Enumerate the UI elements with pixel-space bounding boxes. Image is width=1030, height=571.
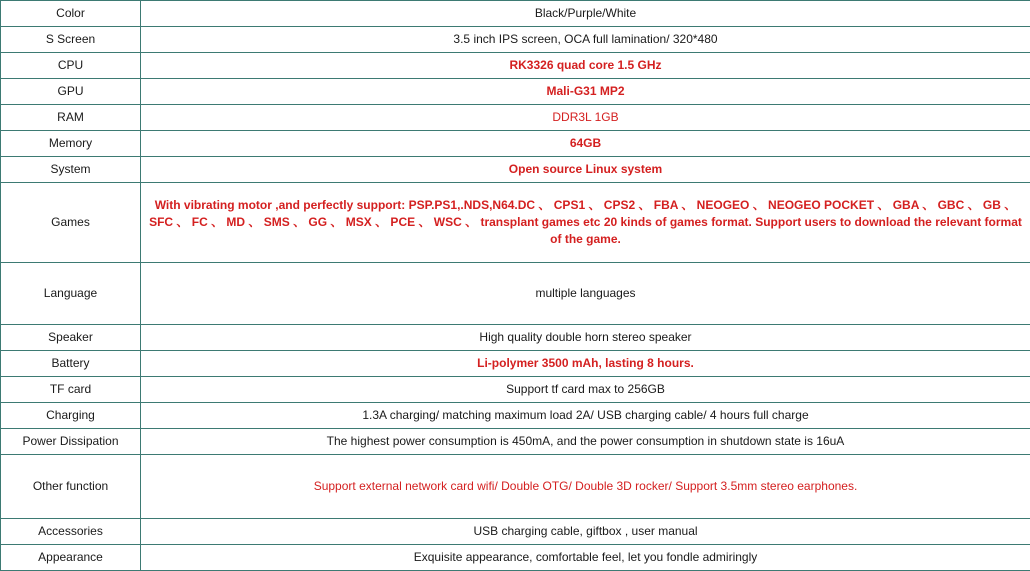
spec-label-system: System xyxy=(1,157,141,183)
spec-row-games xyxy=(1,183,1030,263)
spec-label-appearance: Appearance xyxy=(1,545,141,571)
spec-value-power-dissipation: The highest power consumption is 450mA, and the power consumption in shutdown state is 16uA xyxy=(141,429,1030,455)
spec-label-other-function: Other function xyxy=(1,455,141,519)
spec-label-speaker: Speaker xyxy=(1,325,141,351)
spec-value-system: Open source Linux system xyxy=(141,157,1030,183)
spec-row-accessories xyxy=(1,519,1030,545)
spec-label-screen: S Screen xyxy=(1,27,141,53)
spec-label-language: Language xyxy=(1,263,141,325)
spec-label-charging: Charging xyxy=(1,403,141,429)
spec-label-cpu: CPU xyxy=(1,53,141,79)
spec-value-other-function: Support external network card wifi/ Double OTG/ Double 3D rocker/ Support 3.5mm stereo earphones. xyxy=(141,455,1030,519)
spec-row-tf-card xyxy=(1,377,1030,403)
spec-row-cpu xyxy=(1,53,1030,79)
spec-value-charging: 1.3A charging/ matching maximum load 2A/ USB charging cable/ 4 hours full charge xyxy=(141,403,1030,429)
spec-value-games: With vibrating motor ,and perfectly support: PSP.PS1,.NDS,N64.DC 、 CPS1 、 CPS2 、 FBA 、 NEOGEO 、 NEOGEO POCKET 、 GBA 、 GBC 、 GB 、 SFC 、 FC 、 MD 、 SMS 、 GG 、 MSX 、 PCE 、 WSC 、 transplant games etc 20 kinds of games format. Support users to download the relevant format of the game. xyxy=(141,183,1030,263)
spec-row-ram xyxy=(1,105,1030,131)
spec-value-speaker: High quality double horn stereo speaker xyxy=(141,325,1030,351)
spec-value-ram: DDR3L 1GB xyxy=(141,105,1030,131)
spec-value-color: Black/Purple/White xyxy=(141,1,1030,27)
spec-label-power-dissipation: Power Dissipation xyxy=(1,429,141,455)
spec-row-language xyxy=(1,263,1030,325)
spec-label-accessories: Accessories xyxy=(1,519,141,545)
spec-value-screen: 3.5 inch IPS screen, OCA full lamination/ 320*480 xyxy=(141,27,1030,53)
spec-row-memory xyxy=(1,131,1030,157)
spec-value-accessories: USB charging cable, giftbox , user manual xyxy=(141,519,1030,545)
spec-row-charging xyxy=(1,403,1030,429)
spec-row-screen xyxy=(1,27,1030,53)
spec-row-other-function xyxy=(1,455,1030,519)
spec-value-appearance: Exquisite appearance, comfortable feel, let you fondle admiringly xyxy=(141,545,1030,571)
spec-value-memory: 64GB xyxy=(141,131,1030,157)
spec-label-ram: RAM xyxy=(1,105,141,131)
spec-row-system xyxy=(1,157,1030,183)
spec-row-power-dissipation xyxy=(1,429,1030,455)
spec-value-cpu: RK3326 quad core 1.5 GHz xyxy=(141,53,1030,79)
spec-table-body xyxy=(1,1,1030,571)
spec-row-gpu xyxy=(1,79,1030,105)
spec-label-gpu: GPU xyxy=(1,79,141,105)
spec-label-memory: Memory xyxy=(1,131,141,157)
spec-row-battery xyxy=(1,351,1030,377)
spec-value-gpu: Mali-G31 MP2 xyxy=(141,79,1030,105)
spec-label-tf-card: TF card xyxy=(1,377,141,403)
spec-value-tf-card: Support tf card max to 256GB xyxy=(141,377,1030,403)
spec-row-color xyxy=(1,1,1030,27)
spec-label-games: Games xyxy=(1,183,141,263)
spec-label-battery: Battery xyxy=(1,351,141,377)
spec-row-speaker xyxy=(1,325,1030,351)
spec-value-battery: Li-polymer 3500 mAh, lasting 8 hours. xyxy=(141,351,1030,377)
spec-label-color: Color xyxy=(1,1,141,27)
spec-value-language: multiple languages xyxy=(141,263,1030,325)
